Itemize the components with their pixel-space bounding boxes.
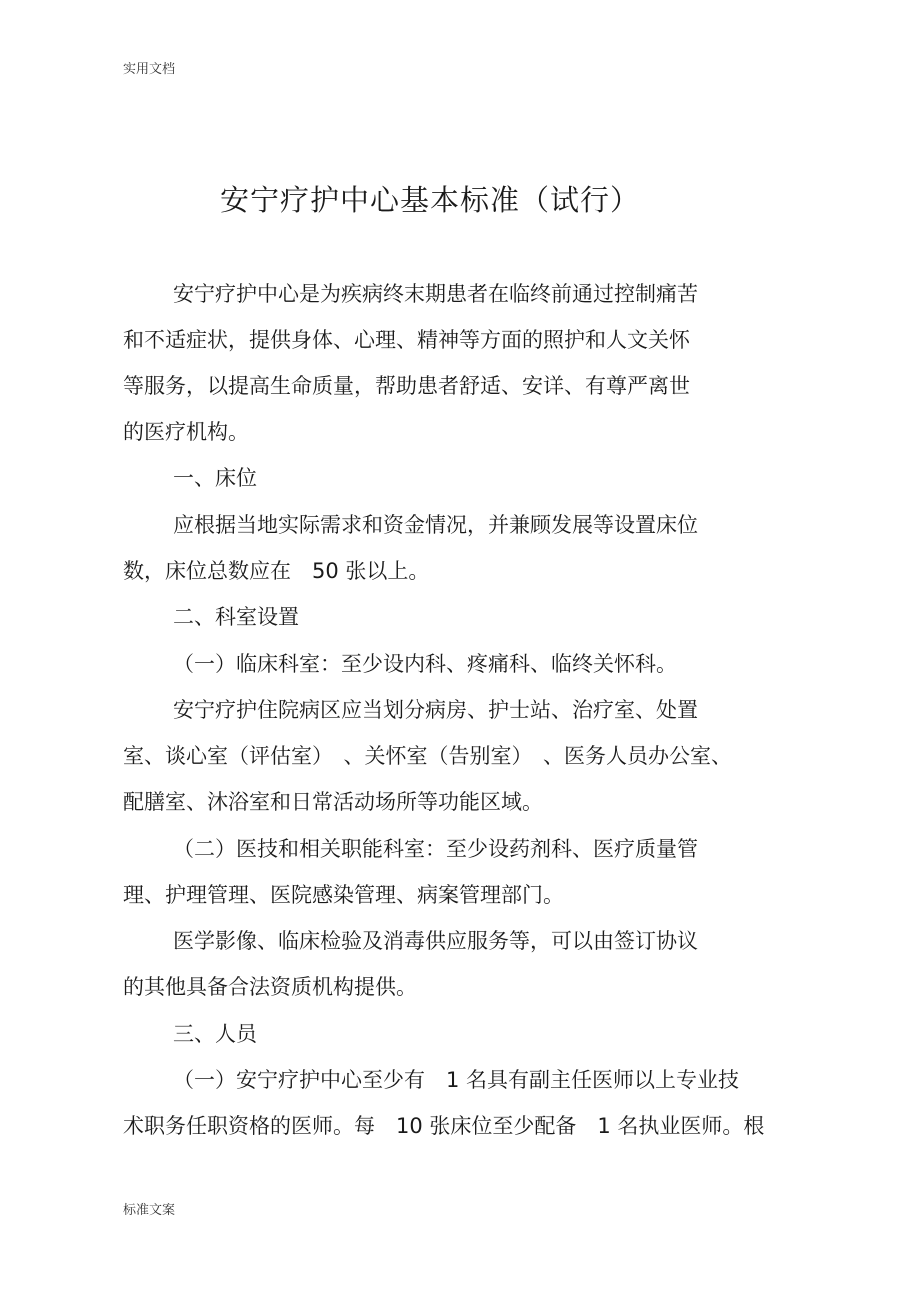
section-heading: 二、科室设置 xyxy=(173,605,299,629)
paragraph-line: 医学影像、临床检验及消毒供应服务等，可以由签订协议 xyxy=(173,929,698,953)
paragraph-line: （二）医技和相关职能科室：至少设药剂科、医疗质量管 xyxy=(173,837,698,861)
paragraph-line: 的医疗机构。 xyxy=(123,420,249,444)
paragraph-line: （一）安宁疗护中心至少有 1 名具有副主任医师以上专业技 xyxy=(173,1068,740,1092)
paragraph-line: 理、护理管理、医院感染管理、病案管理部门。 xyxy=(123,883,564,907)
paragraph-line: 配膳室、沐浴室和日常活动场所等功能区域。 xyxy=(123,790,543,814)
paragraph-line: 安宁疗护住院病区应当划分病房、护士站、治疗室、处置 xyxy=(173,698,698,722)
section-heading: 三、人员 xyxy=(173,1022,257,1046)
paragraph-line: 应根据当地实际需求和资金情况，并兼顾发展等设置床位 xyxy=(173,513,698,537)
paragraph-line: 数，床位总数应在 50 张以上。 xyxy=(123,559,430,583)
paragraph-line: 术职务任职资格的医师。每 10 张床位至少配备 1 名执业医师。根 xyxy=(123,1114,765,1138)
paragraph-line: （一）临床科室：至少设内科、疼痛科、临终关怀科。 xyxy=(173,652,677,676)
page-header: 实用文档 xyxy=(123,62,176,77)
paragraph-line: 安宁疗护中心是为疾病终末期患者在临终前通过控制痛苦 xyxy=(173,282,698,306)
paragraph-line: 室、谈心室（评估室） 、关怀室（告别室） 、医务人员办公室、 xyxy=(123,744,732,768)
section-heading: 一、床位 xyxy=(173,466,257,490)
paragraph-line: 和不适症状，提供身体、心理、精神等方面的照护和人文关怀 xyxy=(123,328,690,352)
page-footer: 标准文案 xyxy=(123,1203,176,1218)
paragraph-line: 的其他具备合法资质机构提供。 xyxy=(123,975,417,999)
document-title: 安宁疗护中心基本标准（试行） xyxy=(219,183,640,217)
paragraph-line: 等服务，以提高生命质量，帮助患者舒适、安详、有尊严离世 xyxy=(123,374,690,398)
